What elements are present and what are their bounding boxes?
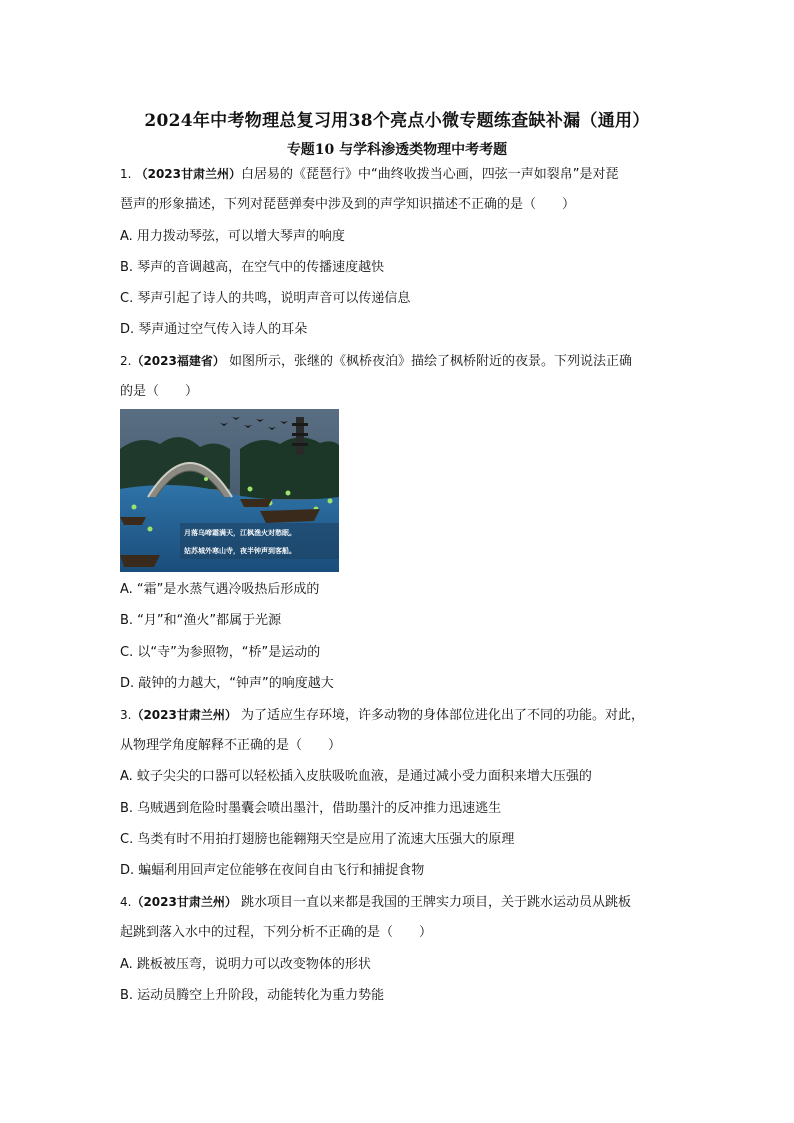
question-1-option-d: D. 琴声通过空气传入诗人的耳朵	[120, 322, 308, 337]
question-1-option-c: C. 琴声引起了诗人的共鸣，说明声音可以传递信息	[120, 291, 411, 306]
question-source: （2023甘肃兰州）	[131, 895, 237, 909]
maple-bridge-night-illustration	[120, 409, 339, 572]
question-number: 4.	[120, 895, 132, 909]
question-3-option-c: C. 鸟类有时不用拍打翅膀也能翱翔天空是应用了流速大压强大的原理	[120, 832, 515, 847]
question-text: 跳水项目一直以来都是我国的王牌实力项目，关于跳水运动员从跳板	[236, 895, 631, 910]
question-2-option-d: D. 敲钟的力越大，“钟声”的响度越大	[120, 676, 334, 691]
poem-line-1: 月落乌啼霜满天，江枫渔火对愁眠。	[184, 529, 296, 537]
question-2-option-c: C. 以“寺”为参照物，“桥”是运动的	[120, 645, 321, 660]
question-source: （2023甘肃兰州）	[131, 708, 237, 722]
question-1-stem-cont: 琶声的形象描述，下列对琵琶弹奏中涉及到的声学知识描述不正确的是（ ）	[120, 197, 576, 212]
question-2-option-b: B. “月”和“渔火”都属于光源	[120, 613, 282, 628]
question-3-option-a: A. 蚊子尖尖的口器可以轻松插入皮肤吸吮血液，是通过减小受力面积来增大压强的	[120, 769, 592, 784]
question-source: （2023甘肃兰州）	[135, 167, 241, 181]
question-text: 白居易的《琵琶行》中“曲终收拨当心画，四弦一声如裂帛”是对琵	[241, 167, 619, 182]
question-text: 如图所示，张继的《枫桥夜泊》描绘了枫桥附近的夜景。下列说法正确	[224, 354, 632, 369]
question-number: 1.	[120, 167, 132, 181]
question-number: 3.	[120, 708, 132, 722]
page-title: 2024年中考物理总复习用38个亮点小微专题练查缺补漏（通用）	[144, 111, 650, 131]
question-3-option-d: D. 蝙蝠利用回声定位能够在夜间自由飞行和捕捉食物	[120, 863, 425, 878]
question-4-stem	[120, 892, 631, 913]
question-4-option-b: B. 运动员腾空上升阶段，动能转化为重力势能	[120, 988, 385, 1003]
question-source: （2023福建省）	[131, 354, 225, 368]
question-4-stem-cont: 起跳到落入水中的过程，下列分析不正确的是（ ）	[120, 925, 433, 940]
poem-line-2: 姑苏城外寒山寺，夜半钟声到客船。	[184, 547, 296, 555]
question-1-option-b: B. 琴声的音调越高，在空气中的传播速度越快	[120, 260, 385, 275]
question-4-option-a: A. 跳板被压弯，说明力可以改变物体的形状	[120, 957, 371, 972]
question-3-stem	[120, 705, 644, 726]
question-text: 为了适应生存环境，许多动物的身体部位进化出了不同的功能。对此，	[236, 708, 644, 723]
question-2-stem	[120, 351, 632, 372]
section-subtitle: 专题10 与学科渗透类物理中考考题	[286, 142, 508, 158]
question-number: 2.	[120, 354, 132, 368]
question-2-stem-cont: 的是（ ）	[120, 384, 199, 399]
question-3-option-b: B. 乌贼遇到危险时墨囊会喷出墨汁，借助墨汁的反冲推力迅速逃生	[120, 801, 502, 816]
question-2-option-a: A. “霜”是水蒸气遇冷吸热后形成的	[120, 582, 320, 597]
question-1-option-a: A. 用力拨动琴弦，可以增大琴声的响度	[120, 229, 345, 244]
question-1-stem	[120, 164, 618, 185]
question-3-stem-cont: 从物理学角度解释不正确的是（ ）	[120, 738, 342, 753]
illustration-svg	[120, 409, 339, 572]
